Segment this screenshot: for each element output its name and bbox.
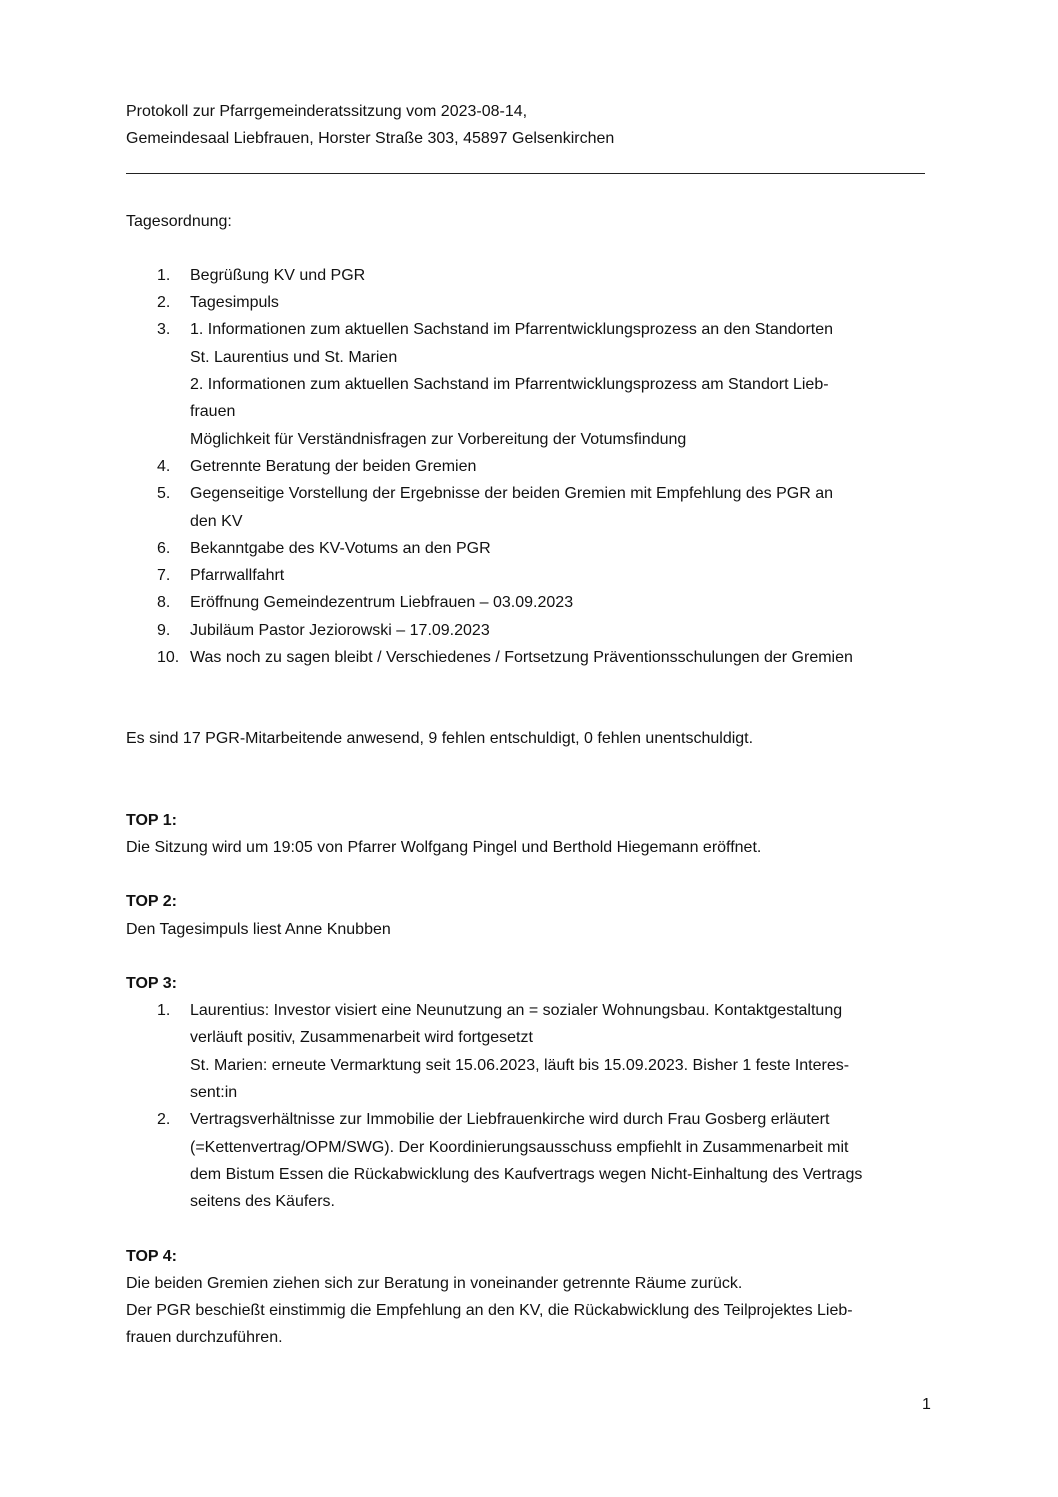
agenda-item xyxy=(126,617,926,644)
agenda-item xyxy=(126,262,926,289)
agenda-item-number: 9. xyxy=(157,621,171,639)
top3-item-text: Vertragsverhältnisse zur Immobilie der Liebfrauenkirche wird durch Frau Gosberg erläutert xyxy=(190,1111,830,1129)
agenda-item-number: 1. xyxy=(157,266,171,284)
agenda-item xyxy=(126,316,926,452)
agenda-item-text: Gegenseitige Vorstellung der Ergebnisse der beiden Gremien mit Empfehlung des PGR an xyxy=(190,485,834,503)
agenda-item xyxy=(126,535,926,562)
spacer xyxy=(126,671,926,725)
agenda-item-text: Tagesimpuls xyxy=(190,294,279,312)
agenda-item-text: den KV xyxy=(190,512,243,530)
top4-line: frauen durchzuführen. xyxy=(126,1329,283,1347)
spacer xyxy=(126,753,926,807)
agenda-item-text: St. Laurentius und St. Marien xyxy=(190,348,398,366)
agenda-item-number: 7. xyxy=(157,567,171,585)
top3-item-text: dem Bistum Essen die Rückabwicklung des Kaufvertrags wegen Nicht-Einhaltung des Vertrags xyxy=(190,1165,863,1183)
agenda-item-number: 4. xyxy=(157,457,171,475)
agenda-item-text: 2. Informationen zum aktuellen Sachstand im Pfarrentwicklungsprozess am Standort Lieb- xyxy=(190,376,829,394)
agenda-list xyxy=(126,262,926,671)
top2-text: Den Tagesimpuls liest Anne Knubben xyxy=(126,920,391,938)
agenda-item-number: 10. xyxy=(157,649,180,667)
agenda-item-number: 8. xyxy=(157,594,171,612)
agenda-item-text: Getrennte Beratung der beiden Gremien xyxy=(190,457,477,475)
agenda-item xyxy=(126,562,926,589)
agenda-item xyxy=(126,644,926,671)
page-number: 1 xyxy=(922,1396,931,1413)
agenda-item-text: Pfarrwallfahrt xyxy=(190,567,285,585)
top3-heading: TOP 3: xyxy=(126,974,177,992)
top1-text: Die Sitzung wird um 19:05 von Pfarrer Wolfgang Pingel und Berthold Hiegemann eröffnet. xyxy=(126,838,762,856)
agenda-item-text: Eröffnung Gemeindezentrum Liebfrauen – 03.09.2023 xyxy=(190,594,574,612)
spacer xyxy=(126,235,926,262)
top4-heading: TOP 4: xyxy=(126,1247,177,1265)
agenda-item xyxy=(126,589,926,616)
top3-item-text: Laurentius: Investor visiert eine Neunutzung an = sozialer Wohnungsbau. Kontaktgestaltung xyxy=(190,1002,843,1020)
top3-item-number: 1. xyxy=(157,1002,171,1020)
agenda-item-text: Jubiläum Pastor Jeziorowski – 17.09.2023 xyxy=(190,621,490,639)
top3-item-text: seitens des Käufers. xyxy=(190,1193,335,1211)
top2-heading: TOP 2: xyxy=(126,893,177,911)
top3-item-text: (=Kettenvertrag/OPM/SWG). Der Koordinierungsausschuss empfiehlt in Zusammenarbeit mit xyxy=(190,1138,849,1156)
spacer xyxy=(126,1216,926,1243)
agenda-item-text: frauen xyxy=(190,403,236,421)
top3-list xyxy=(126,997,926,1215)
top4-line: Die beiden Gremien ziehen sich zur Beratung in voneinander getrennte Räume zurück. xyxy=(126,1274,743,1292)
agenda-item-number: 6. xyxy=(157,539,171,557)
agenda-item-number: 3. xyxy=(157,321,171,339)
attendance-text: Es sind 17 PGR-Mitarbeitende anwesend, 9 fehlen entschuldigt, 0 fehlen unentschuldigt. xyxy=(126,730,754,748)
agenda-item-number: 5. xyxy=(157,485,171,503)
top3-item-text: verläuft positiv, Zusammenarbeit wird fortgesetzt xyxy=(190,1029,533,1047)
agenda-item-text: Bekanntgabe des KV-Votums an den PGR xyxy=(190,539,491,557)
top3-item xyxy=(126,1106,926,1215)
document-title-line-2: Gemeindesaal Liebfrauen, Horster Straße 303, 45897 Gelsenkirchen xyxy=(126,130,615,148)
agenda-item-text: Möglichkeit für Verständnisfragen zur Vorbereitung der Votumsfindung xyxy=(190,430,687,448)
spacer xyxy=(126,861,926,888)
agenda-item xyxy=(126,289,926,316)
agenda-item xyxy=(126,453,926,480)
spacer xyxy=(126,943,926,970)
document-title-line-1: Protokoll zur Pfarrgemeinderatssitzung vom 2023-08-14, xyxy=(126,103,528,120)
agenda-item-text: 1. Informationen zum aktuellen Sachstand im Pfarrentwicklungsprozess an den Standorten xyxy=(190,321,834,339)
top3-item-number: 2. xyxy=(157,1111,171,1129)
header-separator-line xyxy=(126,173,925,174)
top3-item-text: St. Marien: erneute Vermarktung seit 15.06.2023, läuft bis 15.09.2023. Bisher 1 feste Interes- xyxy=(190,1056,850,1074)
top1-heading: TOP 1: xyxy=(126,811,177,829)
top3-item-text: sent:in xyxy=(190,1084,238,1102)
agenda-item-number: 2. xyxy=(157,294,171,312)
agenda-item xyxy=(126,480,926,535)
agenda-item-text: Was noch zu sagen bleibt / Verschiedenes / Fortsetzung Präventionsschulungen der Gremien xyxy=(190,649,853,667)
agenda-item-text: Begrüßung KV und PGR xyxy=(190,266,366,284)
top4-line: Der PGR beschießt einstimmig die Empfehlung an den KV, die Rückabwicklung des Teilprojektes Lieb- xyxy=(126,1302,853,1320)
document-body xyxy=(126,98,926,1352)
top3-item xyxy=(126,997,926,1106)
agenda-title: Tagesordnung: xyxy=(126,212,232,230)
